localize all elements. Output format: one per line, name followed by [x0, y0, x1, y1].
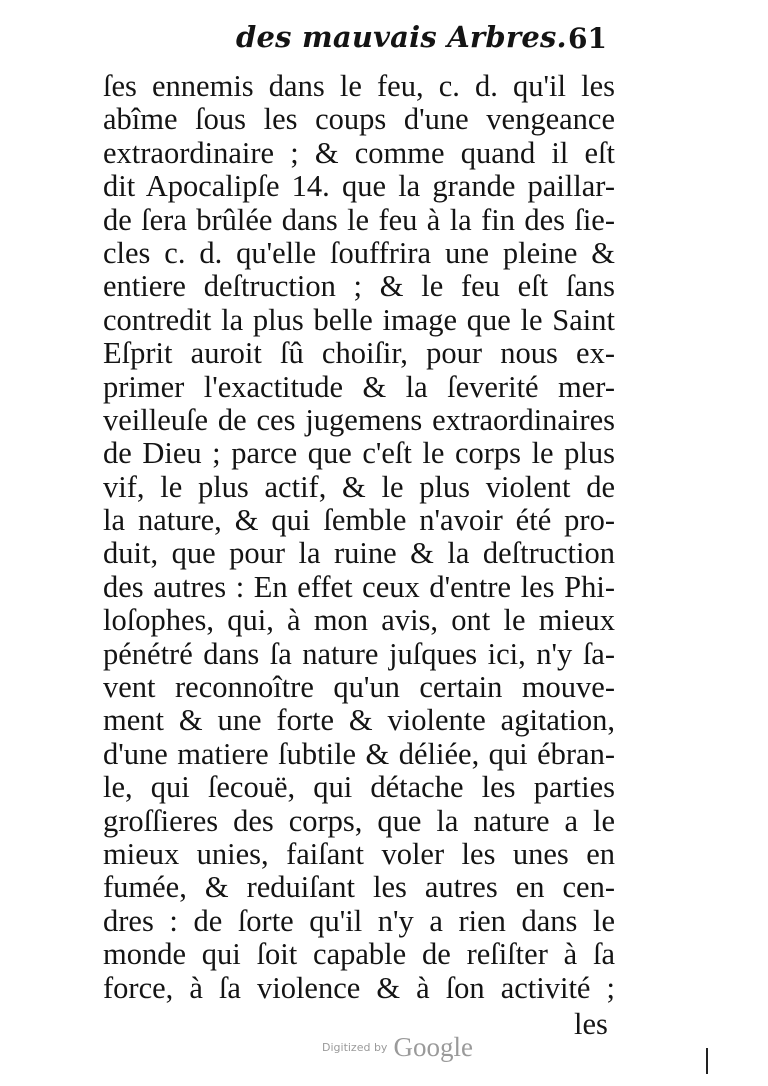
text-line: ſes ennemis dans le feu, c. d. qu'il les	[103, 69, 615, 103]
text-line: entiere deſtruction ; & le feu eſt ſans	[103, 269, 615, 304]
scan-edge-mark	[706, 1048, 708, 1074]
watermark-brand: Google	[393, 1032, 473, 1062]
text-line: extraordinaire ; & comme quand il eſt	[103, 135, 615, 170]
running-title: des mauvais Arbres.	[236, 20, 567, 54]
text-line: veilleuſe de ces jugemens extraordinaires	[103, 402, 615, 437]
text-line: mieux unies, faiſant voler les unes en	[103, 836, 615, 871]
text-line: la nature, & qui ſemble n'avoir été pro-	[103, 503, 615, 538]
catchword: les	[574, 1007, 608, 1041]
text-line: d'une matiere ſubtile & déliée, qui ébran-	[103, 736, 615, 771]
text-line: contredit la plus belle image que le Saint	[103, 302, 615, 337]
text-line: duit, que pour la ruine & la deſtruction	[103, 536, 615, 571]
text-line: Eſprit auroit ſû choiſir, pour nous ex-	[103, 336, 615, 371]
text-line: le, qui ſecouë, qui détache les parties	[103, 770, 615, 805]
text-line: groſſieres des corps, que la nature a le	[103, 803, 615, 838]
text-line: fumée, & reduiſant les autres en cen-	[103, 870, 615, 905]
text-line: monde qui ſoit capable de reſiſter à ſa	[103, 937, 615, 972]
body-text	[103, 70, 615, 1005]
text-line: cles c. d. qu'elle ſouffrira une pleine &	[103, 235, 615, 270]
text-line: ment & une forte & violente agitation,	[103, 703, 615, 738]
text-line: abîme ſous les coups d'une vengeance	[103, 102, 615, 137]
digitization-watermark	[322, 1032, 473, 1063]
page-number: 61	[568, 22, 607, 55]
text-line: de ſera brûlée dans le feu à la fin des ſie-	[103, 202, 615, 237]
text-line: dit Apocalipſe 14. que la grande paillar-	[103, 169, 615, 204]
text-line: dres : de ſorte qu'il n'y a rien dans le	[103, 903, 615, 938]
text-line: vent reconnoître qu'un certain mouve-	[103, 670, 615, 705]
text-line: primer l'exactitude & la ſeverité mer-	[103, 369, 615, 404]
text-line: de Dieu ; parce que c'eſt le corps le plus	[103, 436, 615, 471]
watermark-prefix: Digitized by	[322, 1041, 388, 1054]
text-line: force, à ſa violence & à ſon activité ;	[103, 970, 615, 1005]
text-line: des autres : En effet ceux d'entre les Phi-	[103, 569, 615, 604]
text-line: pénétré dans ſa nature juſques ici, n'y ſa-	[103, 636, 615, 671]
text-line: vif, le plus actif, & le plus violent de	[103, 469, 615, 504]
text-line: loſophes, qui, à mon avis, ont le mieux	[103, 603, 615, 638]
